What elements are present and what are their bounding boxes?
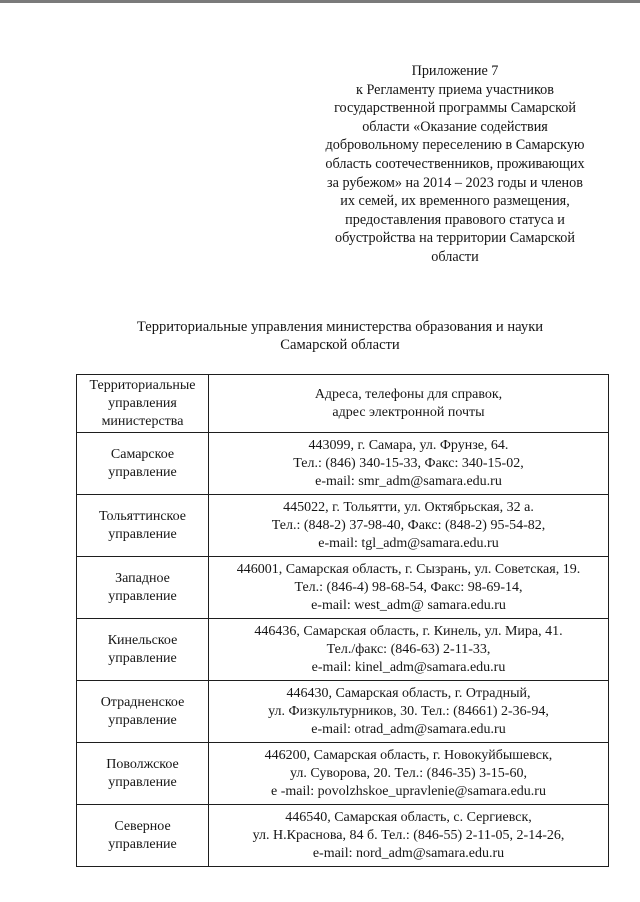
table-row	[77, 433, 609, 495]
address-line: 446200, Самарская область, г. Новокуйбышевск,	[264, 747, 553, 763]
email-line: e-mail: kinel_adm@samara.edu.ru	[311, 659, 506, 675]
title-line-1: Территориальные управления министерства образования и науки	[136, 319, 544, 335]
header-text: адрес электронной почты	[332, 404, 485, 420]
departments-table	[76, 374, 609, 867]
department-name: управление	[108, 712, 177, 728]
department-name: управление	[108, 650, 177, 666]
email-line: e-mail: smr_adm@samara.edu.ru	[315, 473, 502, 489]
address-line: 446540, Самарская область, с. Сергиевск,	[285, 809, 532, 825]
header-text: управления	[108, 395, 177, 411]
appendix-line: государственной программы Самарской	[334, 100, 576, 117]
header-text: министерства	[101, 413, 184, 429]
phone-line: Тел.: (848-2) 37-98-40, Факс: (848-2) 95-54-82,	[271, 517, 546, 533]
phone-line: Тел.: (846) 340-15-33, Факс: 340-15-02,	[293, 455, 524, 471]
appendix-line: их семей, их временного размещения,	[340, 193, 570, 210]
department-name: Северное	[114, 818, 171, 834]
phone-line: Тел.: (846-4) 98-68-54, Факс: 98-69-14,	[294, 579, 523, 595]
table-row	[77, 805, 609, 867]
table-row	[77, 557, 609, 619]
header-text: Адреса, телефоны для справок,	[314, 386, 503, 402]
email-line: e-mail: west_adm@ samara.edu.ru	[311, 597, 506, 613]
email-line: e -mail: povolzhskoe_upravlenie@samara.edu.ru	[271, 783, 546, 799]
address-line: 446001, Самарская область, г. Сызрань, ул. Советская, 19.	[236, 561, 581, 577]
address-cell	[209, 495, 609, 557]
phone-line: Тел./факс: (846-63) 2-11-33,	[326, 641, 491, 657]
address-line: 443099, г. Самара, ул. Фрунзе, 64.	[308, 437, 509, 453]
appendix-line: области	[431, 248, 479, 265]
header-department	[77, 375, 209, 433]
department-name: Отрадненское	[100, 694, 185, 710]
department-name: Тольяттинское	[98, 508, 187, 524]
table-row	[77, 495, 609, 557]
department-cell	[77, 557, 209, 619]
department-name: управление	[108, 526, 177, 542]
address-cell	[209, 681, 609, 743]
department-cell	[77, 743, 209, 805]
appendix-line: за рубежом» на 2014 – 2023 годы и членов	[327, 174, 583, 191]
appendix-line: область соотечественников, проживающих	[325, 155, 585, 172]
department-name: Западное	[115, 570, 170, 586]
department-name: управление	[108, 774, 177, 790]
table-row	[77, 743, 609, 805]
title-line-2: Самарской области	[280, 337, 400, 353]
document-title	[80, 318, 600, 354]
appendix-note	[300, 62, 610, 267]
phone-line: ул. Суворова, 20. Тел.: (846-35) 3-15-60,	[290, 765, 527, 781]
header-address	[209, 375, 609, 433]
appendix-line: предоставления правового статуса и	[345, 211, 565, 228]
table-row	[77, 681, 609, 743]
address-line: 446430, Самарская область, г. Отрадный,	[286, 685, 531, 701]
address-cell	[209, 619, 609, 681]
table-row	[77, 619, 609, 681]
appendix-line: области «Оказание содействия	[362, 118, 548, 135]
department-cell	[77, 805, 209, 867]
header-text: Территориальные	[89, 377, 196, 393]
appendix-line: обустройства на территории Самарской	[334, 230, 575, 247]
department-cell	[77, 681, 209, 743]
appendix-line: добровольному переселению в Самарскую	[325, 137, 585, 154]
appendix-line: Приложение 7	[411, 63, 499, 79]
phone-line: ул. Физкультурников, 30. Тел.: (84661) 2-36-94,	[268, 703, 549, 719]
email-line: e-mail: otrad_adm@samara.edu.ru	[311, 721, 506, 737]
department-cell	[77, 619, 209, 681]
department-name: управление	[108, 464, 177, 480]
scan-top-edge	[0, 0, 640, 3]
address-cell	[209, 557, 609, 619]
address-line: 446436, Самарская область, г. Кинель, ул. Мира, 41.	[254, 623, 563, 639]
phone-line: ул. Н.Краснова, 84 б. Тел.: (846-55) 2-11-05, 2-14-26,	[252, 827, 565, 843]
email-line: e-mail: tgl_adm@samara.edu.ru	[318, 535, 499, 551]
appendix-line: к Регламенту приема участников	[356, 81, 554, 98]
department-name: управление	[108, 588, 177, 604]
department-cell	[77, 495, 209, 557]
department-name: Самарское	[110, 446, 175, 462]
department-name: Кинельское	[107, 632, 178, 648]
address-cell	[209, 805, 609, 867]
department-name: Поволжское	[106, 756, 179, 772]
address-cell	[209, 433, 609, 495]
address-cell	[209, 743, 609, 805]
department-name: управление	[108, 836, 177, 852]
address-line: 445022, г. Тольятти, ул. Октябрьская, 32 а.	[283, 499, 534, 515]
email-line: e-mail: nord_adm@samara.edu.ru	[312, 845, 505, 861]
table-header-row	[77, 375, 609, 433]
department-cell	[77, 433, 209, 495]
